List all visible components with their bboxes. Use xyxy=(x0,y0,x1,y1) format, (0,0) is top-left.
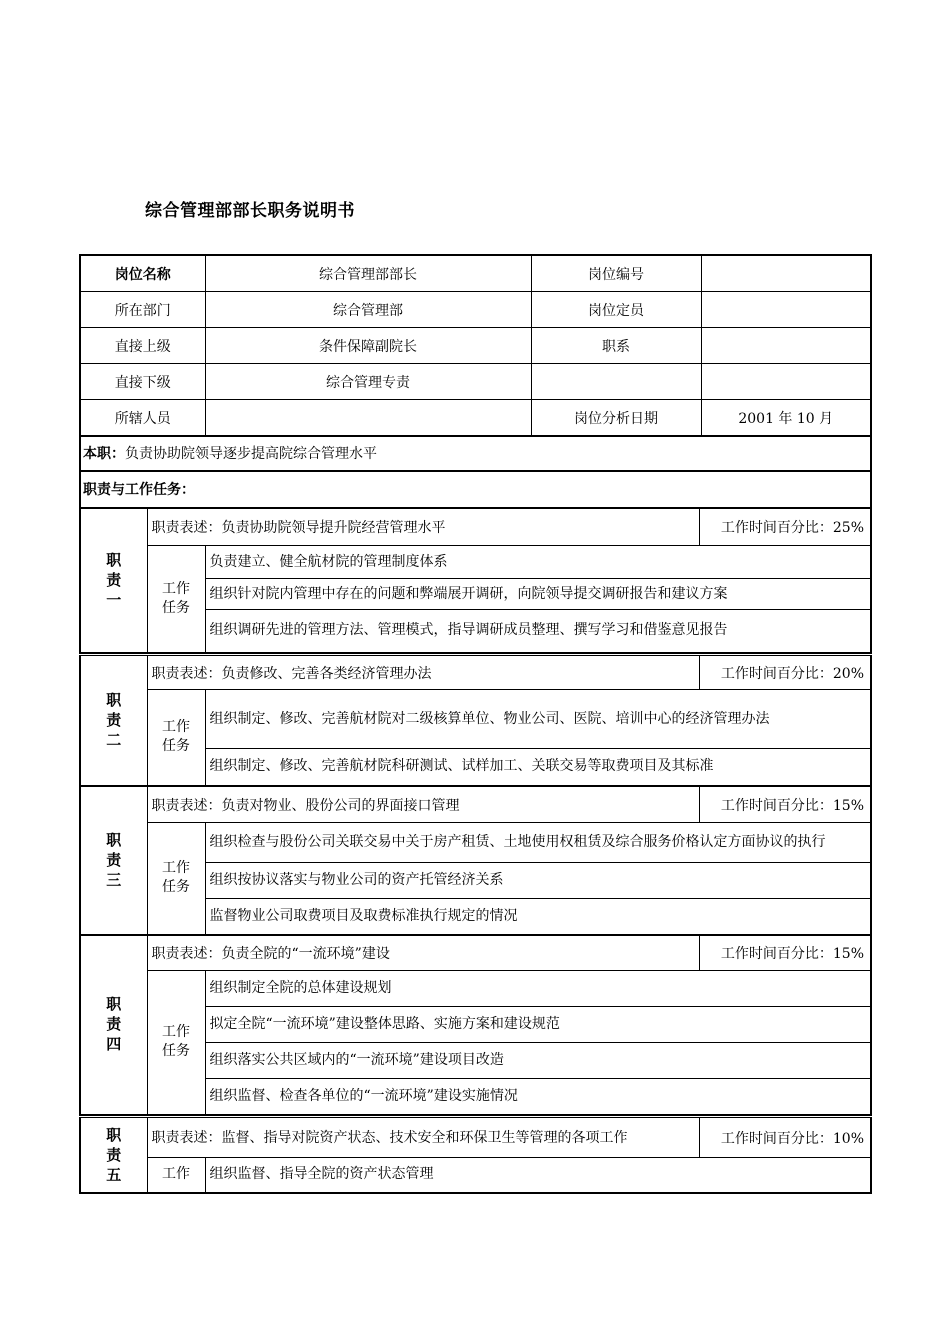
field-label: 直接下级 xyxy=(80,364,205,400)
field-label: 所辖人员 xyxy=(80,400,205,437)
duty-block-5 xyxy=(79,1117,872,1194)
task-item: 组织针对院内管理中存在的问题和弊端展开调研，向院领导提交调研报告和建议方案 xyxy=(205,579,871,610)
field-value xyxy=(205,400,531,437)
field-value: 综合管理专责 xyxy=(205,364,531,400)
task-label: 工作 xyxy=(147,1158,205,1193)
time-percentage: 工作时间百分比：10% xyxy=(699,1118,871,1158)
benzhi-label: 本职： xyxy=(83,446,125,462)
time-percentage: 工作时间百分比：15% xyxy=(699,787,871,823)
field-value: 2001 年 10 月 xyxy=(701,400,871,437)
table-row xyxy=(80,690,871,749)
duty-label: 职 责 四 xyxy=(80,935,147,1115)
task-item: 组织监督、指导全院的资产状态管理 xyxy=(205,1158,871,1193)
task-item: 组织制定、修改、完善航材院对二级核算单位、物业公司、医院、培训中心的经济管理办法 xyxy=(205,690,871,749)
duty-label: 职 责 一 xyxy=(80,508,147,653)
task-item: 拟定全院“一流环境”建设整体思路、实施方案和建设规范 xyxy=(205,1007,871,1043)
duty-label: 职 责 三 xyxy=(80,787,147,935)
time-percentage: 工作时间百分比：15% xyxy=(699,935,871,971)
section-heading xyxy=(79,470,872,509)
task-item: 负责建立、健全航材院的管理制度体系 xyxy=(205,546,871,579)
task-item: 组织监督、检查各单位的“一流环境”建设实施情况 xyxy=(205,1079,871,1115)
table-row xyxy=(80,255,871,292)
duty-label: 职 责 五 xyxy=(80,1118,147,1193)
time-percentage: 工作时间百分比：25% xyxy=(699,508,871,546)
table-row xyxy=(80,935,871,971)
field-value xyxy=(701,328,871,364)
table-row xyxy=(80,1118,871,1158)
table-row xyxy=(80,787,871,823)
field-label: 职系 xyxy=(531,328,701,364)
duty-description: 职责表述：负责对物业、股份公司的界面接口管理 xyxy=(147,787,699,823)
benzhi-row xyxy=(79,435,872,472)
field-label: 岗位名称 xyxy=(80,255,205,292)
duty-block-1 xyxy=(79,507,872,654)
duty-description: 职责表述：监督、指导对院资产状态、技术安全和环保卫生等管理的各项工作 xyxy=(147,1118,699,1158)
field-label xyxy=(531,364,701,400)
field-value: 综合管理部 xyxy=(205,292,531,328)
table-row xyxy=(80,546,871,579)
duty-block-2 xyxy=(79,655,872,787)
field-value xyxy=(701,255,871,292)
task-label: 工作 任务 xyxy=(147,546,205,653)
time-percentage: 工作时间百分比：20% xyxy=(699,656,871,690)
task-label: 工作 任务 xyxy=(147,823,205,935)
task-item: 组织检查与股份公司关联交易中关于房产租赁、土地使用权租赁及综合服务价格认定方面协议的执行 xyxy=(205,823,871,863)
duty-block-4 xyxy=(79,934,872,1116)
duty-description: 职责表述：负责协助院领导提升院经营管理水平 xyxy=(147,508,699,546)
task-item: 组织按协议落实与物业公司的资产托管经济关系 xyxy=(205,863,871,899)
table-row xyxy=(80,292,871,328)
task-item: 组织调研先进的管理方法、管理模式，指导调研成员整理、撰写学习和借鉴意见报告 xyxy=(205,610,871,653)
task-item: 组织制定、修改、完善航材院科研测试、试样加工、关联交易等取费项目及其标准 xyxy=(205,749,871,786)
field-label: 岗位定员 xyxy=(531,292,701,328)
duty-description: 职责表述：负责修改、完善各类经济管理办法 xyxy=(147,656,699,690)
field-value: 条件保障副院长 xyxy=(205,328,531,364)
document-title: 综合管理部部长职务说明书 xyxy=(145,201,355,221)
table-row xyxy=(80,364,871,400)
table-row xyxy=(80,400,871,437)
field-value xyxy=(701,292,871,328)
table-row xyxy=(80,656,871,690)
section-label: 职责与工作任务： xyxy=(83,482,195,498)
table-row xyxy=(80,328,871,364)
field-label: 直接上级 xyxy=(80,328,205,364)
task-label: 工作 任务 xyxy=(147,971,205,1115)
field-label: 岗位分析日期 xyxy=(531,400,701,437)
field-label: 岗位编号 xyxy=(531,255,701,292)
task-label: 工作 任务 xyxy=(147,690,205,786)
duty-description: 职责表述：负责全院的“一流环境”建设 xyxy=(147,935,699,971)
task-item: 组织落实公共区域内的“一流环境”建设项目改造 xyxy=(205,1043,871,1079)
table-row xyxy=(80,508,871,546)
benzhi-text: 负责协助院领导逐步提高院综合管理水平 xyxy=(125,446,377,462)
field-label: 所在部门 xyxy=(80,292,205,328)
field-value xyxy=(701,364,871,400)
table-row xyxy=(80,823,871,863)
task-item: 监督物业公司取费项目及取费标准执行规定的情况 xyxy=(205,899,871,935)
table-row xyxy=(80,1158,871,1193)
task-item: 组织制定全院的总体建设规划 xyxy=(205,971,871,1007)
header-table xyxy=(79,254,872,437)
duty-label: 职 责 二 xyxy=(80,656,147,786)
duty-block-3 xyxy=(79,786,872,936)
field-value: 综合管理部部长 xyxy=(205,255,531,292)
table-row xyxy=(80,971,871,1007)
